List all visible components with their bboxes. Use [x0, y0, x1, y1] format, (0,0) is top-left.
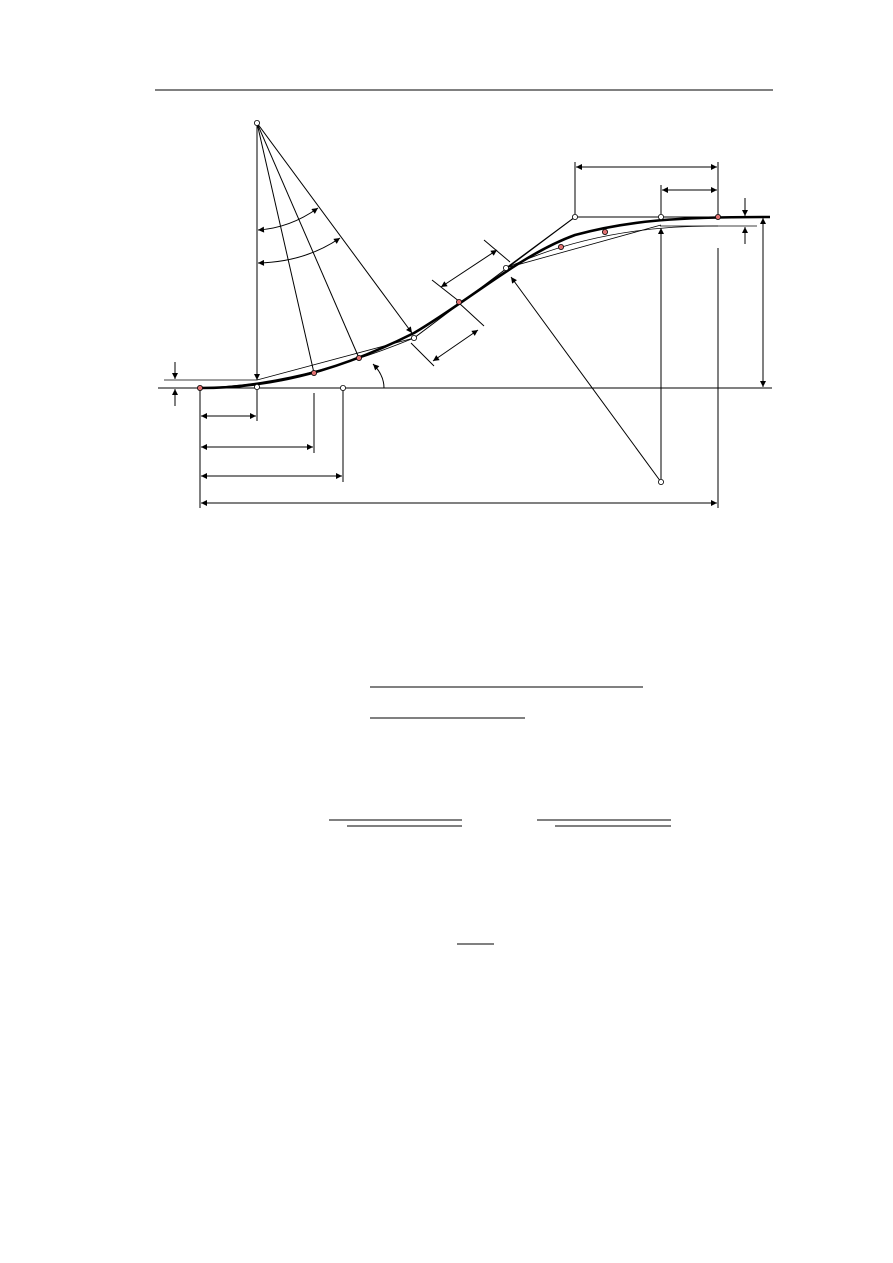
ext-oblique-2	[484, 240, 510, 262]
angle-arc-baseline	[373, 364, 384, 388]
construction-curve-lower	[200, 338, 414, 388]
chord-point-upper	[503, 265, 508, 270]
curve-point-1	[311, 370, 316, 375]
ext-oblique-3	[411, 343, 434, 366]
chord-point-lower	[411, 335, 416, 340]
curve-points	[197, 120, 720, 484]
radius-lower-centre	[511, 277, 661, 482]
curve-point-2	[356, 355, 361, 360]
dim-oblique-lower	[433, 330, 478, 361]
start-point	[197, 385, 202, 390]
formula-area	[329, 687, 671, 944]
radius-1	[257, 123, 314, 373]
tangent-point-upper	[658, 214, 663, 219]
tangent-point-lower	[254, 384, 259, 389]
vertex-point-upper	[572, 214, 577, 219]
lower-centre-point	[658, 479, 663, 484]
secant-to-upper-vertex	[506, 217, 575, 268]
angle-arc-large	[258, 238, 340, 263]
vertex-point-lower	[340, 385, 345, 390]
upper-centre-point	[254, 120, 259, 125]
curve-point-4	[602, 229, 607, 234]
end-point	[715, 214, 720, 219]
curve-point-3	[558, 244, 563, 249]
transition-diagram	[158, 123, 772, 508]
ext-oblique-4	[459, 303, 484, 326]
main-s-curve	[200, 217, 770, 388]
angle-arc-small	[258, 208, 318, 230]
construction-curve-upper	[506, 226, 718, 268]
inflection-point	[456, 299, 461, 304]
